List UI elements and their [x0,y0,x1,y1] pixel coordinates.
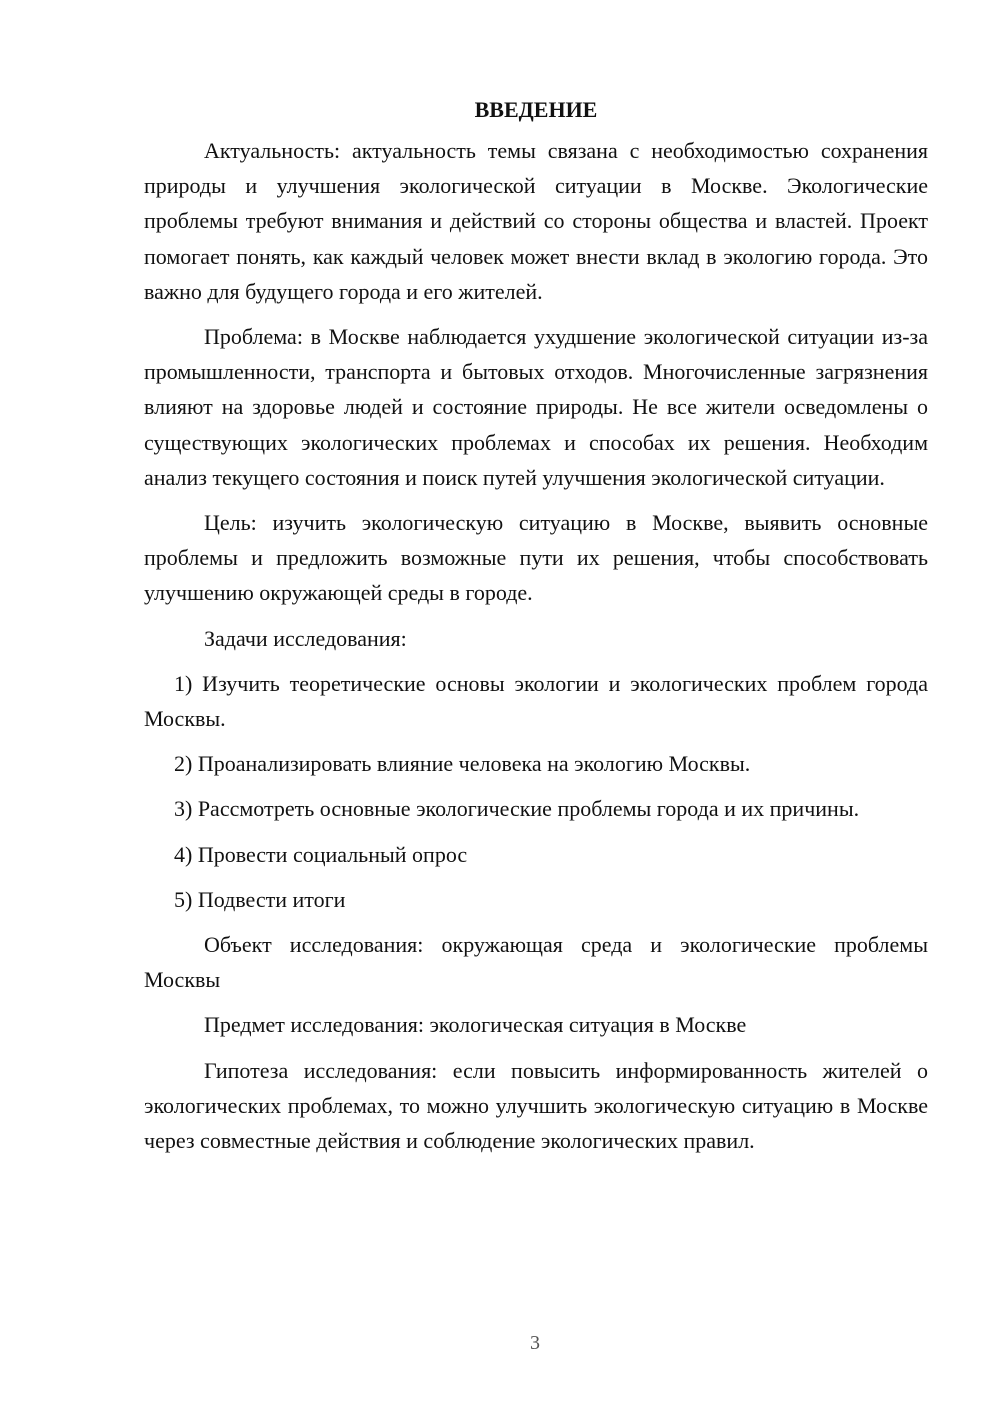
section-title: ВВЕДЕНИЕ [474,97,598,122]
task-item-3: 3) Рассмотреть основные экологические проблемы города и их причины. [174,796,860,822]
paragraph-object: Объект исследования: окружающая среда и экологические проблемы Москвы [144,932,928,993]
task-item-5: 5) Подвести итоги [174,886,346,912]
task-item-4: 4) Провести социальный опрос [174,841,468,867]
document-page [144,92,928,1168]
task-item-2: 2) Проанализировать влияние человека на экологию Москвы. [174,751,751,777]
paragraph-problem: Проблема: в Москве наблюдается ухудшение экологической ситуации из-за промышленности, транспорта и бытовых отходов. Многочисленные загрязнения влияют на здоровье людей и состояние природы. Не все жители осведомлены о существующих экологических проблемах и способах их решения. Необходим анализ текущего состояния и поиск путей улучшения экологической ситуации. [144,324,928,490]
paragraph-subject: Предмет исследования: экологическая ситуация в Москве [204,1012,747,1038]
task-item-1: 1) Изучить теоретические основы экологии и экологических проблем города Москвы. [144,670,928,732]
page-number: 3 [530,1332,540,1354]
paragraph-tasks-heading: Задачи исследования: [204,625,407,651]
paragraph-hypothesis: Гипотеза исследования: если повысить информированность жителей о экологических проблемах, то можно улучшить экологическую ситуацию в Москве через совместные действия и соблюдение экологических правил. [144,1057,928,1154]
paragraph-relevance: Актуальность: актуальность темы связана с необходимостью сохранения природы и улучшения экологической ситуации в Москве. Экологические проблемы требуют внимания и действий со стороны общества и властей. Проект помогает понять, как каждый человек может внести вклад в экологию города. Это важно для будущего города и его жителей. [144,138,928,304]
paragraph-goal: Цель: изучить экологическую ситуацию в Москве, выявить основные проблемы и предложить возможные пути их решения, чтобы способствовать улучшению окружающей среды в городе. [144,510,928,606]
